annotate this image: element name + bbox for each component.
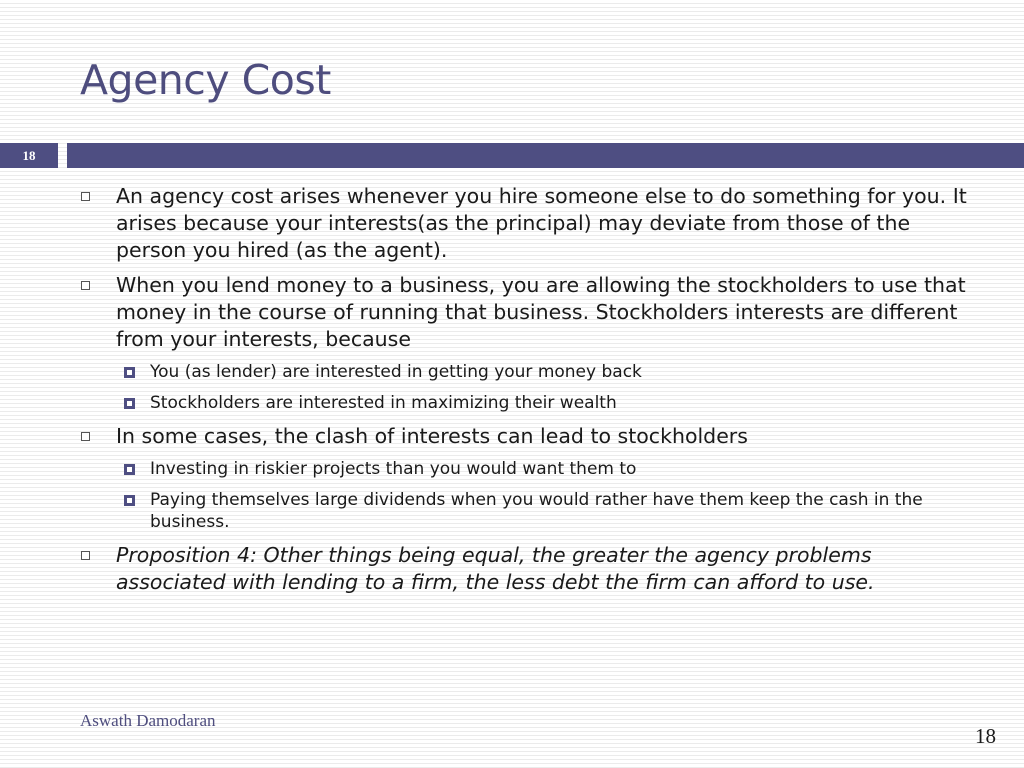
sub-bullet-text: Stockholders are interested in maximizing their wealth xyxy=(150,393,617,413)
sub-bullet-item xyxy=(80,489,980,533)
filled-square-bullet-icon xyxy=(124,495,135,506)
sub-bullet-text: Investing in riskier projects than you would want them to xyxy=(150,459,637,479)
bullet-item xyxy=(80,423,980,450)
bullet-text: An agency cost arises whenever you hire someone else to do something for you. It arises because your interests(as the principal) may deviate from those of the person you hired (as the agent). xyxy=(116,184,967,262)
sub-bullet-text: You (as lender) are interested in getting your money back xyxy=(150,362,642,382)
filled-square-bullet-icon xyxy=(124,367,135,378)
filled-square-bullet-icon xyxy=(124,464,135,475)
sub-bullet-item xyxy=(80,458,980,480)
sub-bullet-text: Paying themselves large dividends when you would rather have them keep the cash in the business. xyxy=(150,490,923,532)
footer-page-number: 18 xyxy=(975,724,996,748)
bullet-text: Proposition 4: Other things being equal, the greater the agency problems associated with lending to a firm, the less debt the firm can afford to use. xyxy=(116,543,875,594)
slide-content xyxy=(80,183,980,604)
hollow-square-icon xyxy=(81,281,90,290)
slide-number-badge: 18 xyxy=(0,143,58,168)
hollow-square-icon xyxy=(81,551,90,560)
hollow-square-icon xyxy=(81,192,90,201)
filled-square-bullet-icon xyxy=(124,398,135,409)
title-divider-bar xyxy=(67,143,1024,168)
bullet-item xyxy=(80,183,980,264)
bullet-item xyxy=(80,542,980,596)
bullet-item xyxy=(80,272,980,353)
bullet-text: When you lend money to a business, you are allowing the stockholders to use that money in the course of running that business. Stockholders interests are different from your interests, because xyxy=(116,273,966,351)
sub-bullet-item xyxy=(80,361,980,383)
bullet-text: In some cases, the clash of interests can lead to stockholders xyxy=(116,424,748,448)
hollow-square-icon xyxy=(81,432,90,441)
footer-author: Aswath Damodaran xyxy=(80,711,216,730)
sub-bullet-item xyxy=(80,392,980,414)
slide-title: Agency Cost xyxy=(80,56,331,104)
